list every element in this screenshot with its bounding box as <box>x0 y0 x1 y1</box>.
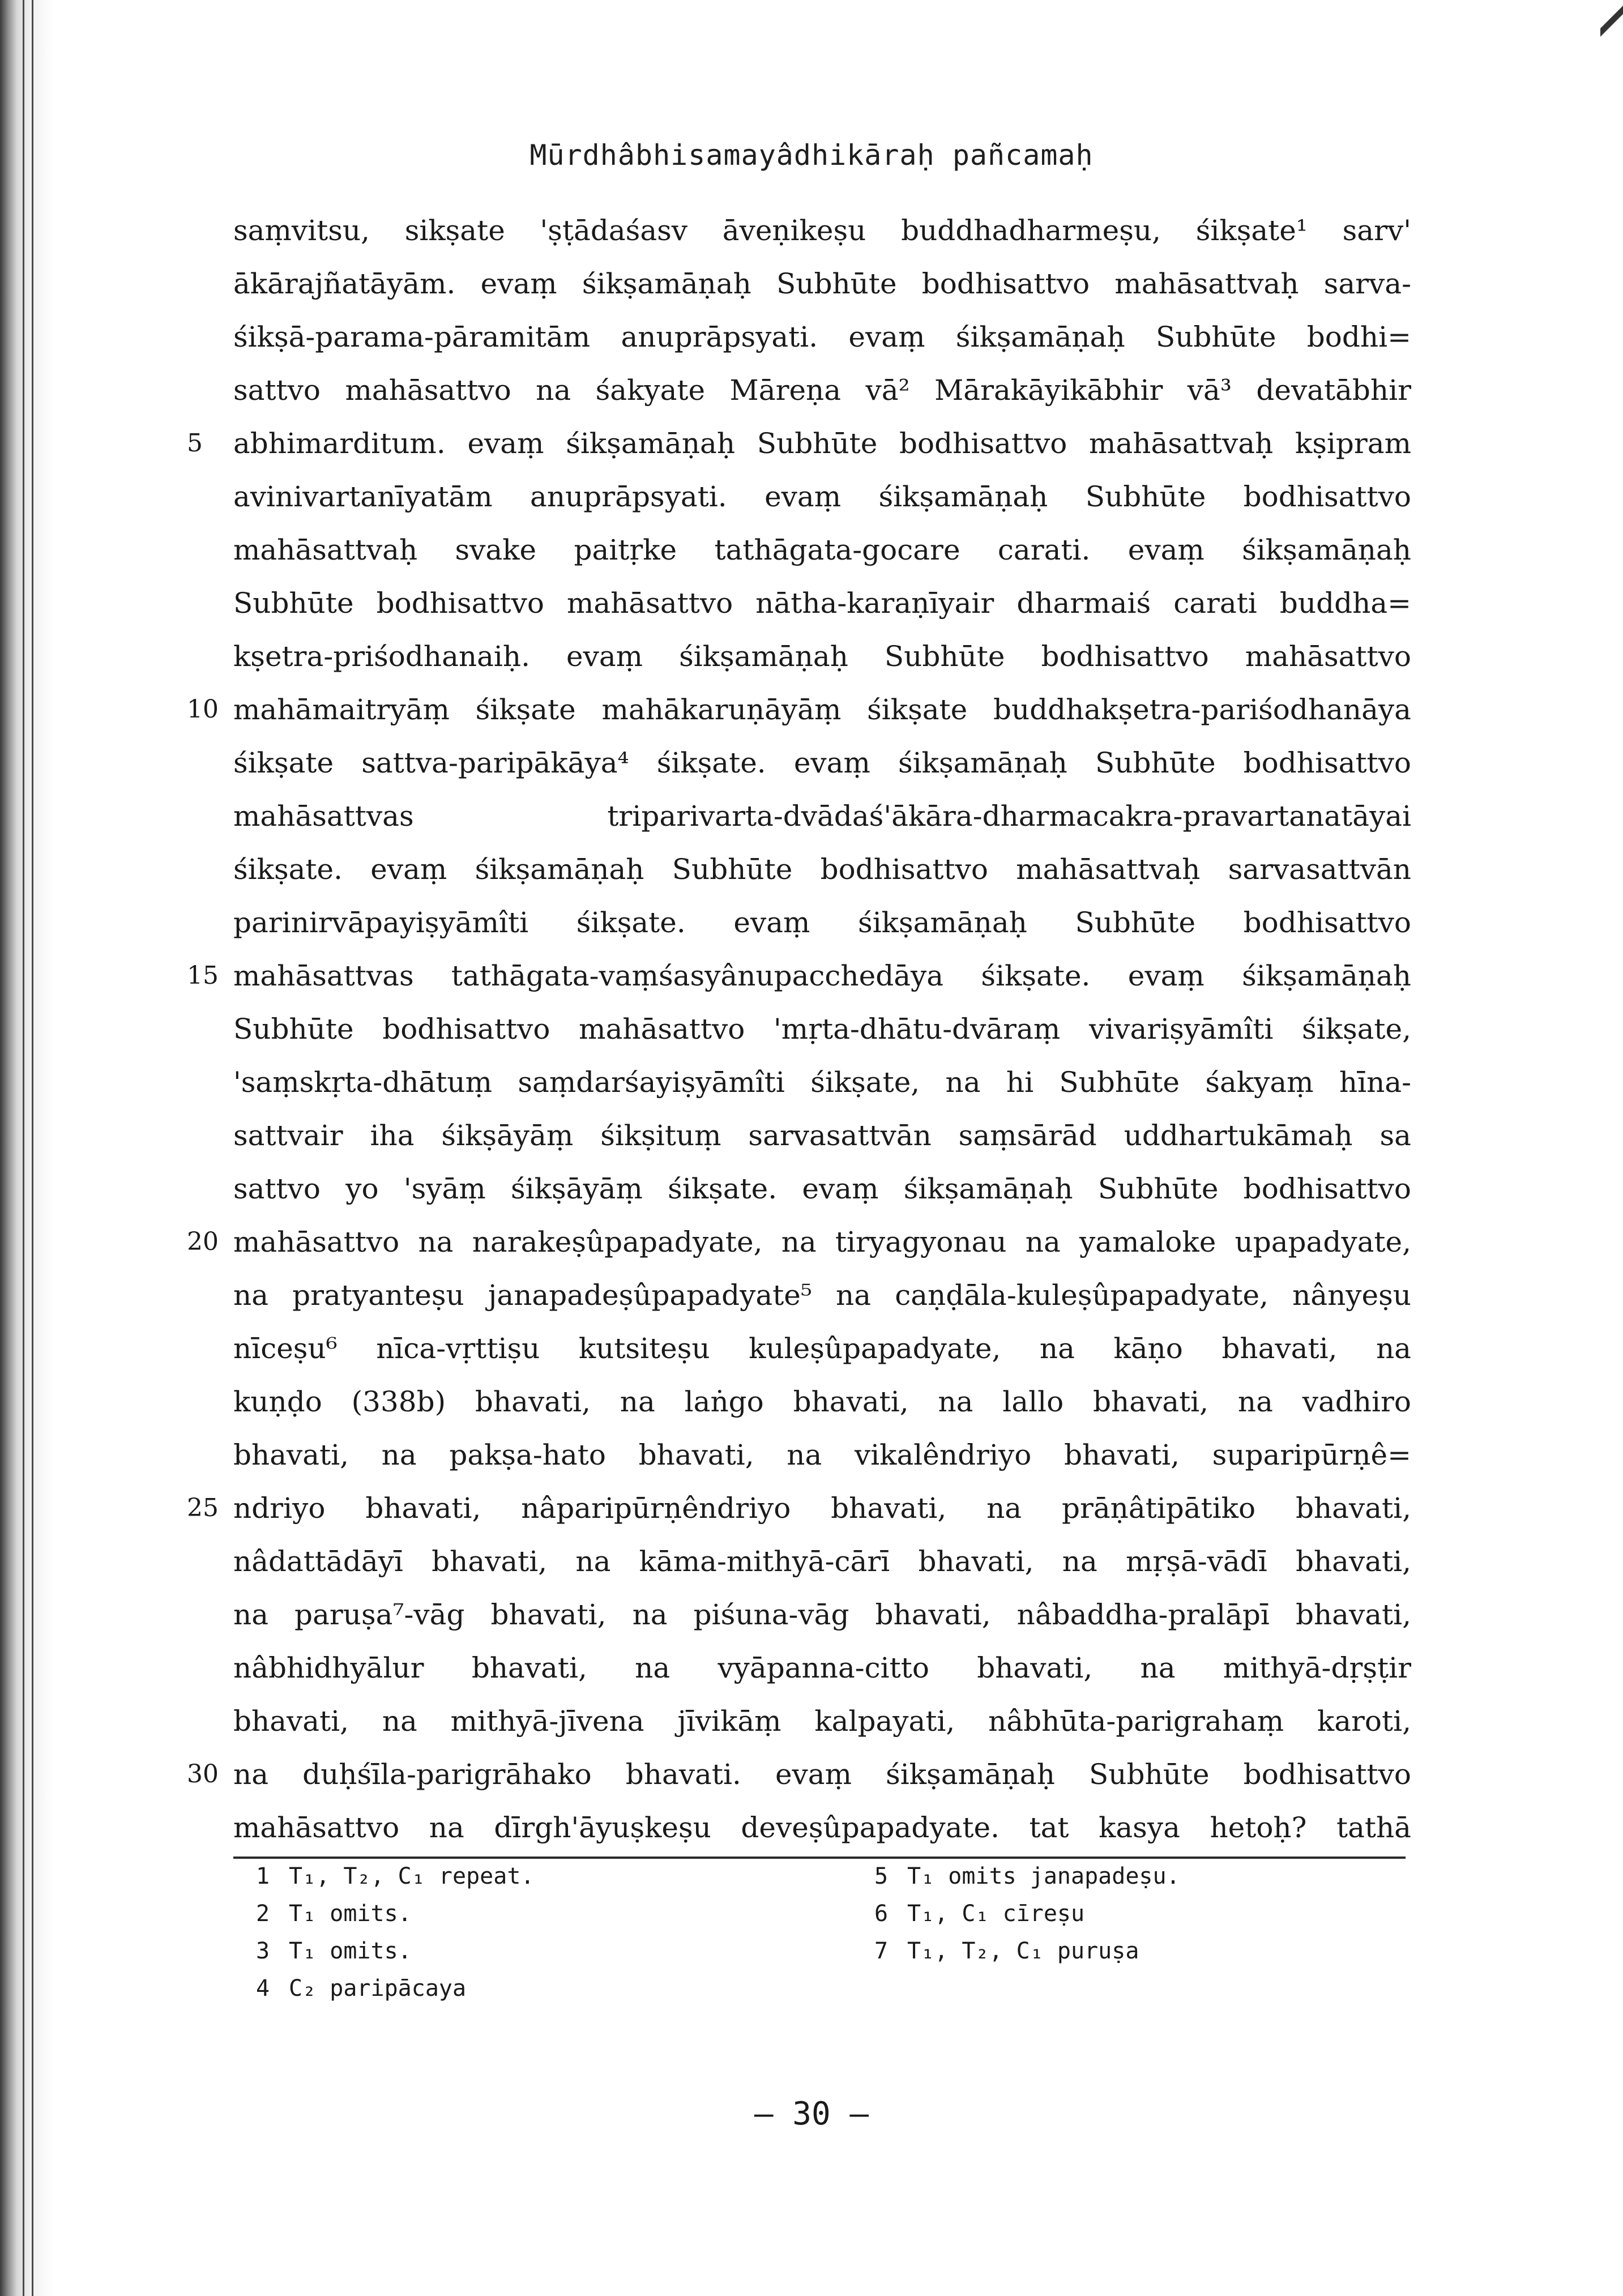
text-line <box>233 1109 1411 1162</box>
line-text: śikṣate sattva-paripākāya⁴ śikṣate. evaṃ śikṣamāṇaḥ Subhūte bodhisattvo <box>233 746 1411 779</box>
text-line <box>233 1588 1411 1641</box>
footnote-text: T₁, T₂, C₁ puruṣa <box>907 1938 1139 1964</box>
binding-line <box>23 0 24 2296</box>
text-line <box>233 204 1411 257</box>
line-text: Subhūte bodhisattvo mahāsattvo nātha-karaṇīyair dharmaiś carati buddha= <box>233 587 1411 620</box>
text-line <box>233 1269 1411 1322</box>
text-line <box>233 310 1411 364</box>
line-text: śikṣate. evaṃ śikṣamāṇaḥ Subhūte bodhisattvo mahāsattvaḥ sarvasattvān <box>233 853 1411 886</box>
line-number: 25 <box>187 1493 219 1522</box>
running-head: Mūrdhâbhisamayâdhikāraḥ pañcamaḥ <box>529 139 1094 172</box>
footnote <box>256 1858 534 1895</box>
text-line <box>233 1375 1411 1428</box>
text-line <box>233 843 1411 896</box>
line-text: 'saṃskṛta-dhātuṃ saṃdarśayiṣyāmîti śikṣate, na hi Subhūte śakyaṃ hīna- <box>233 1066 1411 1099</box>
line-text: parinirvāpayiṣyāmîti śikṣate. evaṃ śikṣamāṇaḥ Subhūte bodhisattvo <box>233 906 1411 939</box>
footnote-number: 6 <box>874 1901 889 1927</box>
footnote-number: 5 <box>874 1863 889 1889</box>
line-number: 20 <box>187 1227 219 1256</box>
line-text: nâdattādāyī bhavati, na kāma-mithyā-cārī bhavati, na mṛṣā-vādī bhavati, <box>233 1545 1411 1578</box>
line-text: sattvo yo 'syāṃ śikṣāyāṃ śikṣate. evaṃ śikṣamāṇaḥ Subhūte bodhisattvo <box>233 1172 1411 1205</box>
line-text: abhimarditum. evaṃ śikṣamāṇaḥ Subhūte bodhisattvo mahāsattvaḥ kṣipram <box>233 427 1411 460</box>
text-line <box>233 1162 1411 1215</box>
text-line <box>233 257 1411 310</box>
line-number: 30 <box>187 1760 219 1789</box>
text-line <box>233 523 1411 577</box>
line-text: sattvo mahāsattvo na śakyate Māreṇa vā² Mārakāyikābhir vā³ devatābhir <box>233 374 1411 407</box>
footnote <box>256 1932 412 1970</box>
line-number: 5 <box>187 429 203 458</box>
line-text: bhavati, na pakṣa-hato bhavati, na vikalêndriyo bhavati, suparipūrṇê= <box>233 1439 1411 1471</box>
text-line <box>233 789 1411 843</box>
footnote-number: 1 <box>256 1863 270 1889</box>
text-line <box>233 577 1411 630</box>
line-text: bhavati, na mithyā-jīvena jīvikāṃ kalpayati, nâbhūta-parigrahaṃ karoti, <box>233 1705 1411 1738</box>
line-text: nâbhidhyālur bhavati, na vyāpanna-citto bhavati, na mithyā-dṛṣṭir <box>233 1651 1411 1684</box>
line-text: nīceṣu⁶ nīca-vṛttiṣu kutsiteṣu kuleṣûpapadyate, na kāṇo bhavati, na <box>233 1332 1411 1365</box>
line-text: mahāsattvo na dīrgh'āyuṣkeṣu deveṣûpapadyate. tat kasya hetoḥ? tathā <box>233 1811 1411 1844</box>
line-text: na duḥśīla-parigrāhako bhavati. evaṃ śikṣamāṇaḥ Subhūte bodhisattvo <box>233 1758 1411 1791</box>
line-text: śikṣā-parama-pāramitām anuprāpsyati. evaṃ śikṣamāṇaḥ Subhūte bodhi= <box>233 321 1411 353</box>
line-text: saṃvitsu, sikṣate 'ṣṭādaśasv āveṇikeṣu buddhadharmeṣu, śikṣate¹ sarv' <box>233 214 1411 247</box>
footnote <box>874 1858 1180 1895</box>
line-text: ākārajñatāyām. evaṃ śikṣamāṇaḥ Subhūte bodhisattvo mahāsattvaḥ sarva- <box>233 267 1411 300</box>
line-text: na pratyanteṣu janapadeṣûpapadyate⁵ na caṇḍāla-kuleṣûpapadyate, nânyeṣu <box>233 1279 1411 1312</box>
corner-scan-mark <box>1600 0 1623 40</box>
line-text: na paruṣa⁷-vāg bhavati, na piśuna-vāg bhavati, nâbaddha-pralāpī bhavati, <box>233 1598 1411 1631</box>
text-line <box>233 1695 1411 1748</box>
line-text: mahāsattvas tathāgata-vaṃśasyânupacchedāya śikṣate. evaṃ śikṣamāṇaḥ <box>233 959 1411 992</box>
text-line <box>187 417 1411 470</box>
line-number: 10 <box>187 695 219 724</box>
text-line <box>233 1002 1411 1056</box>
text-line <box>233 1056 1411 1109</box>
page-number: — 30 — <box>754 2096 869 2132</box>
text-line <box>233 1641 1411 1695</box>
line-text: mahāsattvas triparivarta-dvādaś'ākāra-dharmacakra-pravartanatāyai <box>233 800 1411 833</box>
page-spine-shadow <box>0 0 54 2296</box>
text-line <box>187 1215 1411 1269</box>
line-text: Subhūte bodhisattvo mahāsattvo 'mṛta-dhātu-dvāraṃ vivariṣyāmîti śikṣate, <box>233 1013 1411 1045</box>
footnote-text: C₂ paripācaya <box>289 1975 467 2001</box>
text-line <box>233 470 1411 523</box>
footnote-number: 7 <box>874 1938 889 1964</box>
footnote-number: 4 <box>256 1975 270 2001</box>
line-text: sattvair iha śikṣāyāṃ śikṣituṃ sarvasattvān saṃsārād uddhartukāmaḥ sa <box>233 1119 1411 1152</box>
line-text: kuṇḍo (338b) bhavati, na laṅgo bhavati, na lallo bhavati, na vadhiro <box>233 1385 1411 1418</box>
footnote-text: T₁, C₁ cīreṣu <box>907 1901 1085 1927</box>
line-text: avinivartanīyatām anuprāpsyati. evaṃ śikṣamāṇaḥ Subhūte bodhisattvo <box>233 480 1411 513</box>
text-line <box>187 1482 1411 1535</box>
line-number: 15 <box>187 961 219 990</box>
text-line <box>233 630 1411 683</box>
footnote-number: 3 <box>256 1938 270 1964</box>
text-line <box>233 1801 1411 1854</box>
binding-line <box>32 0 33 2296</box>
footnote-text: T₁ omits. <box>289 1901 412 1927</box>
text-line <box>233 1535 1411 1588</box>
line-text: mahāsattvo na narakeṣûpapadyate, na tiryagyonau na yamaloke upapadyate, <box>233 1226 1411 1258</box>
line-text: kṣetra-priśodhanaiḥ. evaṃ śikṣamāṇaḥ Subhūte bodhisattvo mahāsattvo <box>233 640 1411 673</box>
footnote-text: T₁, T₂, C₁ repeat. <box>289 1863 535 1889</box>
footnote-number: 2 <box>256 1901 270 1927</box>
text-line <box>233 736 1411 789</box>
footnote-text: T₁ omits. <box>289 1938 412 1964</box>
text-line <box>233 1322 1411 1375</box>
text-line <box>233 364 1411 417</box>
footnote <box>256 1970 466 2007</box>
footnote <box>256 1895 412 1932</box>
line-text: mahāsattvaḥ svake paitṛke tathāgata-gocare carati. evaṃ śikṣamāṇaḥ <box>233 534 1411 566</box>
text-line <box>233 896 1411 949</box>
footnote <box>874 1932 1139 1970</box>
text-line <box>187 949 1411 1002</box>
footnote <box>874 1895 1084 1932</box>
line-text: ndriyo bhavati, nâparipūrṇêndriyo bhavati, na prāṇâtipātiko bhavati, <box>233 1492 1411 1525</box>
line-text: mahāmaitryāṃ śikṣate mahākaruṇāyāṃ śikṣate buddhakṣetra-pariśodhanāya <box>233 693 1411 726</box>
footnote-text: T₁ omits janapadeṣu. <box>907 1863 1180 1889</box>
text-line <box>233 1428 1411 1482</box>
text-line <box>187 1748 1411 1801</box>
text-line <box>187 683 1411 736</box>
